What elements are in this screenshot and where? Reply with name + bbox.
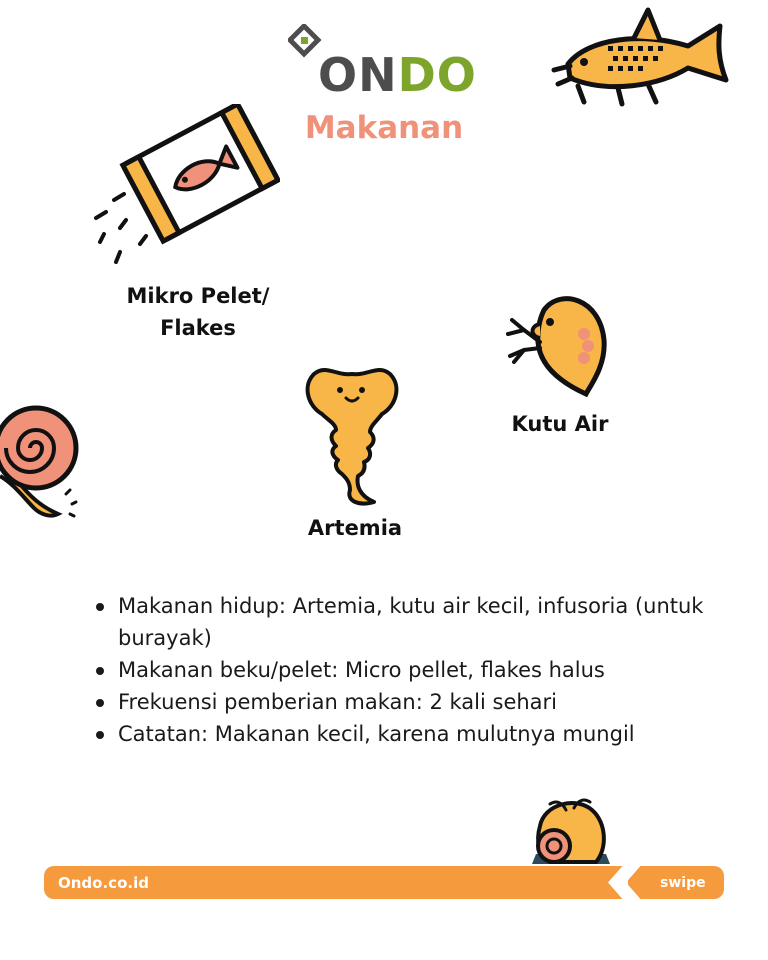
logo-text-do: DO [397, 48, 477, 102]
list-item: Catatan: Makanan kecil, karena mulutnya mungil [94, 718, 714, 750]
catfish-icon [548, 4, 738, 108]
logo-text [318, 50, 477, 100]
label-artemia: Artemia [307, 516, 403, 540]
label-kutu-air: Kutu Air [511, 412, 609, 436]
daphnia-icon [500, 290, 612, 402]
list-item: Frekuensi pemberian makan: 2 kali sehari [94, 686, 714, 718]
small-snail-icon [526, 796, 616, 868]
fish-food-packet-icon [90, 104, 280, 268]
chevron-left-icon [608, 862, 644, 903]
label-mikro-pelet: Mikro Pelet/ Flakes [126, 284, 270, 340]
list-item: Makanan beku/pelet: Micro pellet, flakes halus [94, 654, 714, 686]
page-title: Makanan [304, 110, 464, 146]
logo-text-on: ON [318, 48, 398, 102]
ondo-logo [288, 20, 488, 100]
footer-url[interactable]: Ondo.co.id [58, 874, 149, 892]
snail-icon [0, 402, 84, 522]
list-item: Makanan hidup: Artemia, kutu air kecil, infusoria (untuk burayak) [94, 590, 714, 654]
swipe-label: swipe [660, 875, 706, 891]
artemia-icon [300, 362, 404, 512]
info-list [94, 590, 714, 750]
